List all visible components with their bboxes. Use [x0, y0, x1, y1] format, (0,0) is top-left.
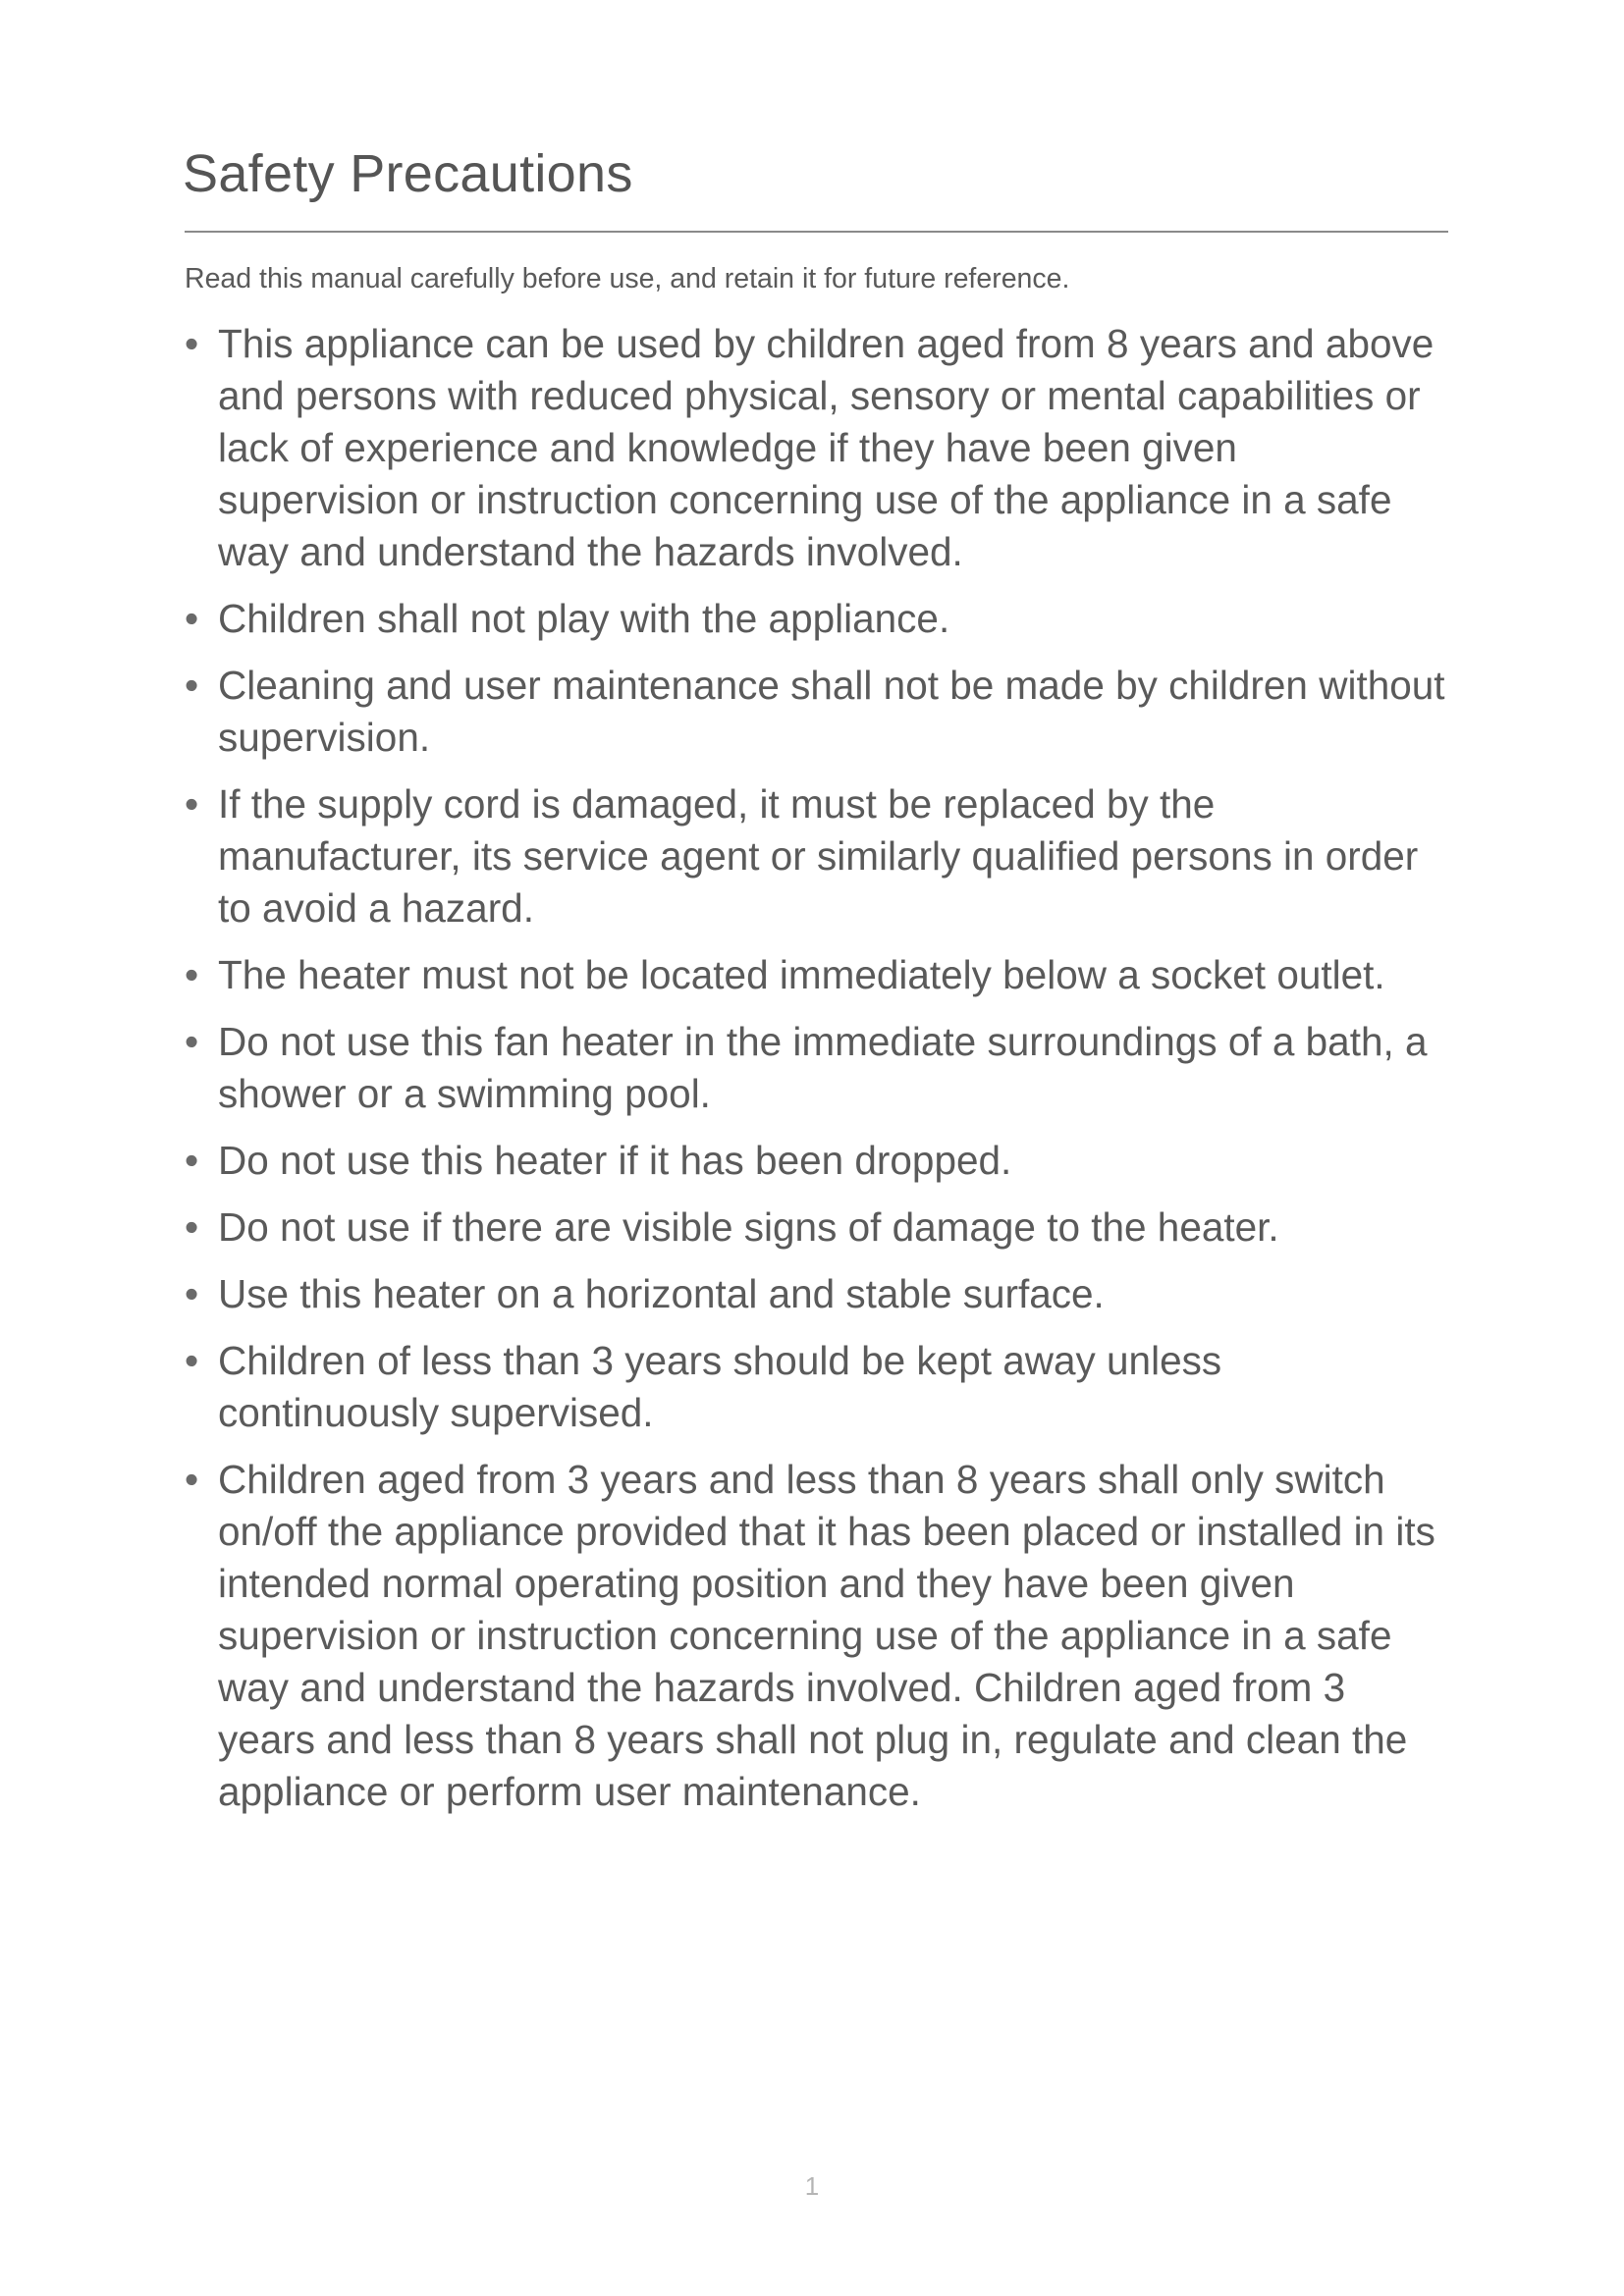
- safety-item-text: Do not use this heater if it has been dropped.: [218, 1138, 1012, 1183]
- safety-list: [183, 318, 1449, 1833]
- bullet-icon: •: [185, 663, 199, 708]
- safety-item: [183, 1016, 1449, 1120]
- page-title: Safety Precautions: [183, 144, 633, 203]
- safety-item: [183, 660, 1449, 764]
- page-number: 1: [804, 2171, 820, 2201]
- bullet-icon: •: [185, 596, 199, 641]
- bullet-icon: •: [185, 952, 199, 997]
- bullet-icon: •: [185, 1457, 199, 1502]
- safety-item-text: Cleaning and user maintenance shall not be made by children without supervision.: [218, 663, 1445, 760]
- safety-item: [183, 778, 1449, 934]
- safety-item: [183, 1335, 1449, 1439]
- safety-item: [183, 593, 1449, 645]
- safety-item-text: Children of less than 3 years should be kept away unless continuously supervised.: [218, 1338, 1222, 1435]
- safety-item-text: Children aged from 3 years and less than 8 years shall only switch on/off the appliance provided that it has been placed or installed in its intended normal operating position and they have been given supervision or instruction concerning use of the appliance in a safe way and understand the hazards involved. Children aged from 3 years and less than 8 years shall not plug in, regulate and clean the appliance or perform user maintenance.: [218, 1457, 1435, 1814]
- safety-item: [183, 1268, 1449, 1320]
- safety-item: [183, 1135, 1449, 1187]
- intro-text: Read this manual carefully before use, and retain it for future reference.: [185, 263, 1070, 294]
- safety-item-text: The heater must not be located immediately below a socket outlet.: [218, 952, 1385, 997]
- safety-item-text: Do not use this fan heater in the immediate surroundings of a bath, a shower or a swimming pool.: [218, 1019, 1428, 1116]
- bullet-icon: •: [185, 781, 199, 827]
- safety-item: [183, 1454, 1449, 1818]
- safety-item: [183, 1201, 1449, 1254]
- bullet-icon: •: [185, 1019, 199, 1064]
- safety-item: [183, 949, 1449, 1001]
- safety-item-text: Do not use if there are visible signs of damage to the heater.: [218, 1204, 1279, 1250]
- safety-item: [183, 318, 1449, 578]
- safety-item-text: If the supply cord is damaged, it must be replaced by the manufacturer, its service agent or similarly qualified persons in order to avoid a hazard.: [218, 781, 1419, 931]
- bullet-icon: •: [185, 321, 199, 366]
- bullet-icon: •: [185, 1204, 199, 1250]
- safety-item-text: Children shall not play with the appliance.: [218, 596, 950, 641]
- safety-item-text: This appliance can be used by children aged from 8 years and above and persons with reduced physical, sensory or mental capabilities or lack of experience and knowledge if they have been given supervision or instruction concerning use of the appliance in a safe way and understand the hazards involved.: [218, 321, 1435, 574]
- bullet-icon: •: [185, 1138, 199, 1183]
- bullet-icon: •: [185, 1338, 199, 1383]
- safety-item-text: Use this heater on a horizontal and stable surface.: [218, 1271, 1105, 1316]
- title-divider: [185, 231, 1448, 233]
- bullet-icon: •: [185, 1271, 199, 1316]
